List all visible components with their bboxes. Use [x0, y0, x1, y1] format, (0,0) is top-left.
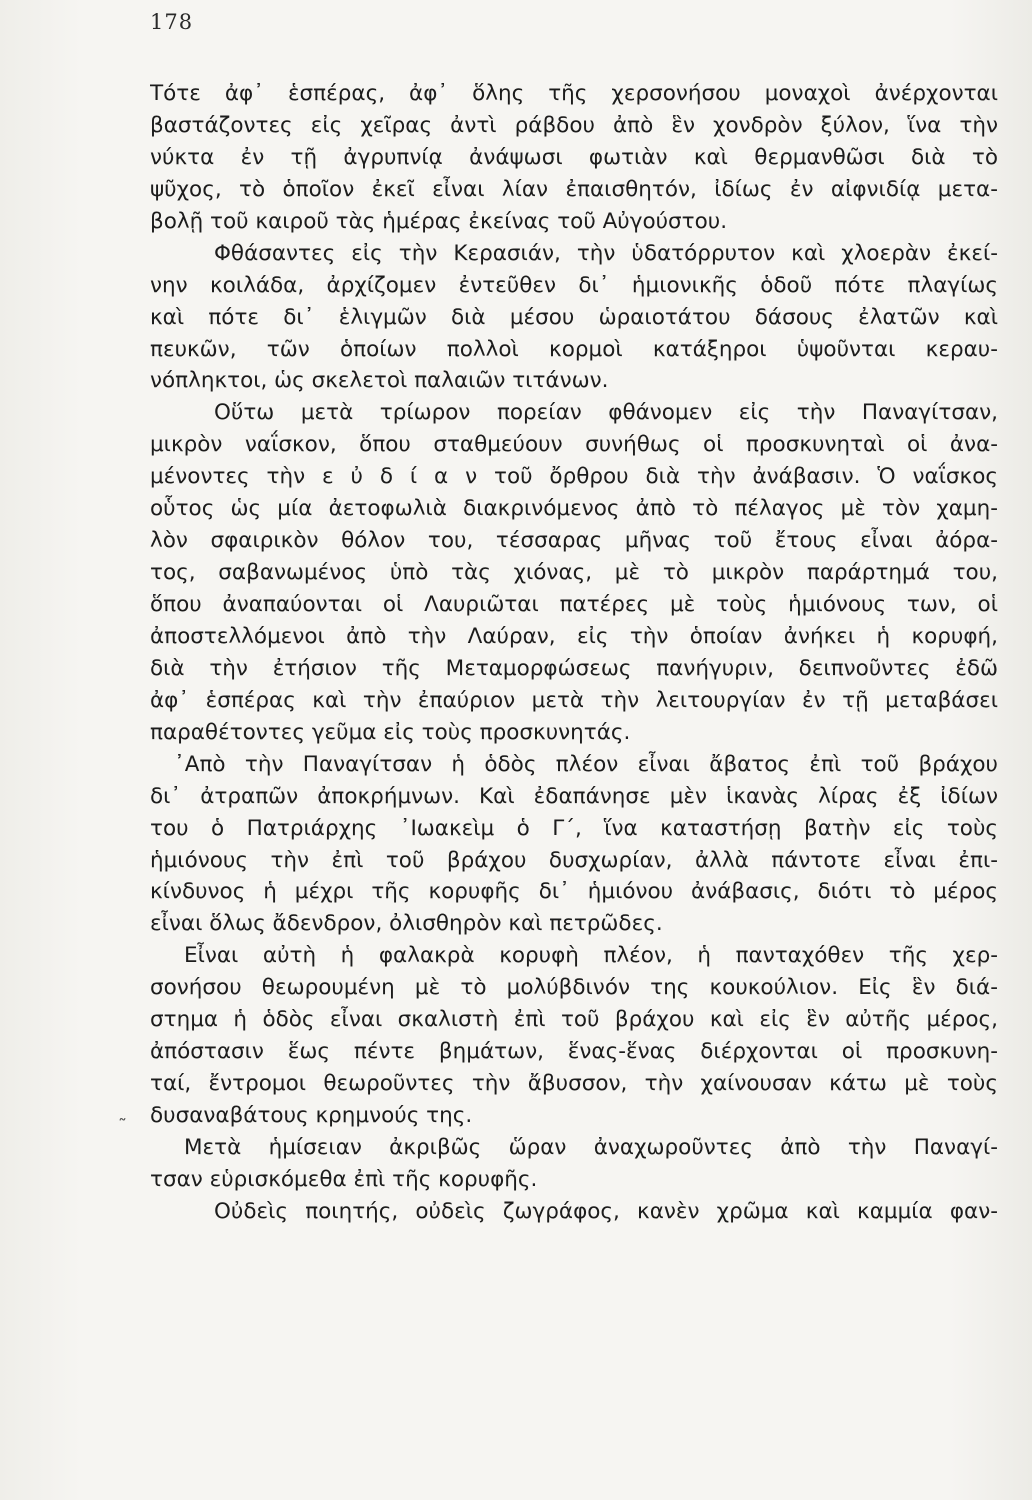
paragraph-start: Μετὰ ἡμίσειαν ἀκριβῶς ὥραν ἀναχωροῦντες ἀπὸ τὴν Παναγί- — [184, 1134, 998, 1160]
text-line: λὸν σφαιρικὸν θόλον του, τέσσαρας μῆνας τοῦ ἔτους εἶναι ἀόρα- — [150, 528, 998, 554]
text-line: ἡμιόνους τὴν ἐπὶ τοῦ βράχου δυσχωρίαν, ἀλλὰ πάντοτε εἶναι ἐπι- — [150, 847, 998, 873]
paragraph-start: Φθάσαντες εἰς τὴν Κερασιάν, τὴν ὑδατόρρυτον καὶ χλοερὰν ἐκεί- — [214, 240, 998, 266]
text-line: βολῇ τοῦ καιροῦ τὰς ἡμέρας ἐκείνας τοῦ Αὐγούστου. — [150, 208, 728, 234]
text-line: τος, σαβανωμένος ὑπὸ τὰς χιόνας, μὲ τὸ μικρὸν παράρτημά του, — [150, 560, 998, 586]
text-line: του ὁ Πατριάρχης ᾿Ιωακεὶμ ὁ Γ΄, ἵνα καταστήσῃ βατὴν εἰς τοὺς — [150, 815, 998, 841]
text-line: Τότε ἀφ᾿ ἑσπέρας, ἀφ᾿ ὅλης τῆς χερσονήσου μοναχοὶ ἀνέρχονται — [150, 81, 998, 106]
text-line: τσαν εὑρισκόμεθα ἐπὶ τῆς κορυφῆς. — [150, 1166, 538, 1192]
text-line: βαστάζοντες εἰς χεῖρας ἀντὶ ράβδου ἀπὸ ἓν χονδρὸν ξύλον, ἵνα τὴν — [150, 112, 998, 138]
page-number: 178 — [150, 10, 194, 34]
text-line: εἶναι ὅλως ἄδενδρον, ὀλισθηρὸν καὶ πετρῶδες. — [150, 911, 663, 937]
paragraph-start: Οὐδεὶς ποιητής, οὐδεὶς ζωγράφος, κανὲν χρῶμα καὶ καμμία φαν- — [214, 1198, 998, 1224]
text-line: πευκῶν, τῶν ὁποίων πολλοὶ κορμοὶ κατάξηροι ὑψοῦνται κεραυ- — [150, 336, 998, 362]
text-line: νην κοιλάδα, ἀρχίζομεν ἐντεῦθεν δι᾿ ἡμιονικῆς ὁδοῦ πότε πλαγίως — [150, 272, 998, 298]
text-line: κίνδυνος ἡ μέχρι τῆς κορυφῆς δι᾿ ἡμιόνου ἀνάβασις, διότι τὸ μέρος — [150, 879, 998, 905]
text-line: δι᾿ ἀτραπῶν ἀποκρήμνων. Καὶ ἐδαπάνησε μὲν ἱκανὰς λίρας ἐξ ἰδίων — [150, 783, 998, 809]
text-line: παραθέτοντες γεῦμα εἰς τοὺς προσκυνητάς. — [150, 719, 631, 745]
text-line: ταί, ἔντρομοι θεωροῦντες τὴν ἄβυσσον, τὴν χαίνουσαν κάτω μὲ τοὺς — [150, 1071, 998, 1097]
text-line: ἀποστελλόμενοι ἀπὸ τὴν Λαύραν, εἰς τὴν ὁποίαν ἀνήκει ἡ κορυφή, — [150, 623, 998, 649]
margin-dash-mark: ˜ — [118, 1116, 127, 1137]
text-line: διὰ τὴν ἐτήσιον τῆς Μεταμορφώσεως πανήγυριν, δειπνοῦντες ἐδῶ — [150, 655, 998, 681]
text-line: ψῦχος, τὸ ὁποῖον ἐκεῖ εἶναι λίαν ἐπαισθητόν, ἰδίως ἐν αἰφνιδίᾳ μετα- — [150, 176, 998, 202]
text-line: στημα ἡ ὁδὸς εἶναι σκαλιστὴ ἐπὶ τοῦ βράχου καὶ εἰς ἓν αὐτῆς μέρος, — [150, 1007, 998, 1033]
text-line: νύκτα ἐν τῇ ἀγρυπνίᾳ ἀνάψωσι φωτιὰν καὶ θερμανθῶσι διὰ τὸ — [150, 144, 998, 170]
text-line: μένοντες τὴν ε ὐ δ ί α ν τοῦ ὄρθρου διὰ τὴν ἀνάβασιν. Ὁ ναΐσκος — [150, 464, 998, 490]
text-line: ἀπόστασιν ἕως πέντε βημάτων, ἕνας-ἕνας διέρχονται οἱ προσκυνη- — [150, 1039, 998, 1065]
text-line: ἀφ᾿ ἑσπέρας καὶ τὴν ἐπαύριον μετὰ τὴν λειτουργίαν ἐν τῇ μεταβάσει — [150, 687, 998, 713]
paragraph-start: Εἶναι αὐτὴ ἡ φαλακρὰ κορυφὴ πλέον, ἡ πανταχόθεν τῆς χερ- — [184, 943, 998, 969]
text-line: νόπληκτοι, ὡς σκελετοὶ παλαιῶν τιτάνων. — [150, 368, 609, 394]
text-line: οὗτος ὡς μία ἀετοφωλιὰ διακρινόμενος ἀπὸ τὸ πέλαγος μὲ τὸν χαμη- — [150, 496, 998, 522]
paragraph-start: ᾿Απὸ τὴν Παναγίτσαν ἡ ὁδὸς πλέον εἶναι ἄβατος ἐπὶ τοῦ βράχου — [174, 751, 998, 777]
text-line: μικρὸν ναΐσκον, ὅπου σταθμεύουν συνήθως οἱ προσκυνηταὶ οἱ ἀνα- — [150, 432, 998, 458]
body-text — [150, 78, 998, 1228]
text-line: δυσαναβάτους κρημνούς της. — [150, 1103, 473, 1128]
text-line: καὶ πότε δι᾿ ἑλιγμῶν διὰ μέσου ὡραιοτάτου δάσους ἐλατῶν καὶ — [150, 304, 998, 330]
paragraph-start: Οὕτω μετὰ τρίωρον πορείαν φθάνομεν εἰς τὴν Παναγίτσαν, — [214, 400, 998, 426]
text-line: σονήσου θεωρουμένη μὲ τὸ μολύβδινόν της κουκούλιον. Εἰς ἓν διά- — [150, 975, 998, 1001]
text-line: ὅπου ἀναπαύονται οἱ Λαυριῶται πατέρες μὲ τοὺς ἡμιόνους των, οἱ — [150, 592, 998, 617]
